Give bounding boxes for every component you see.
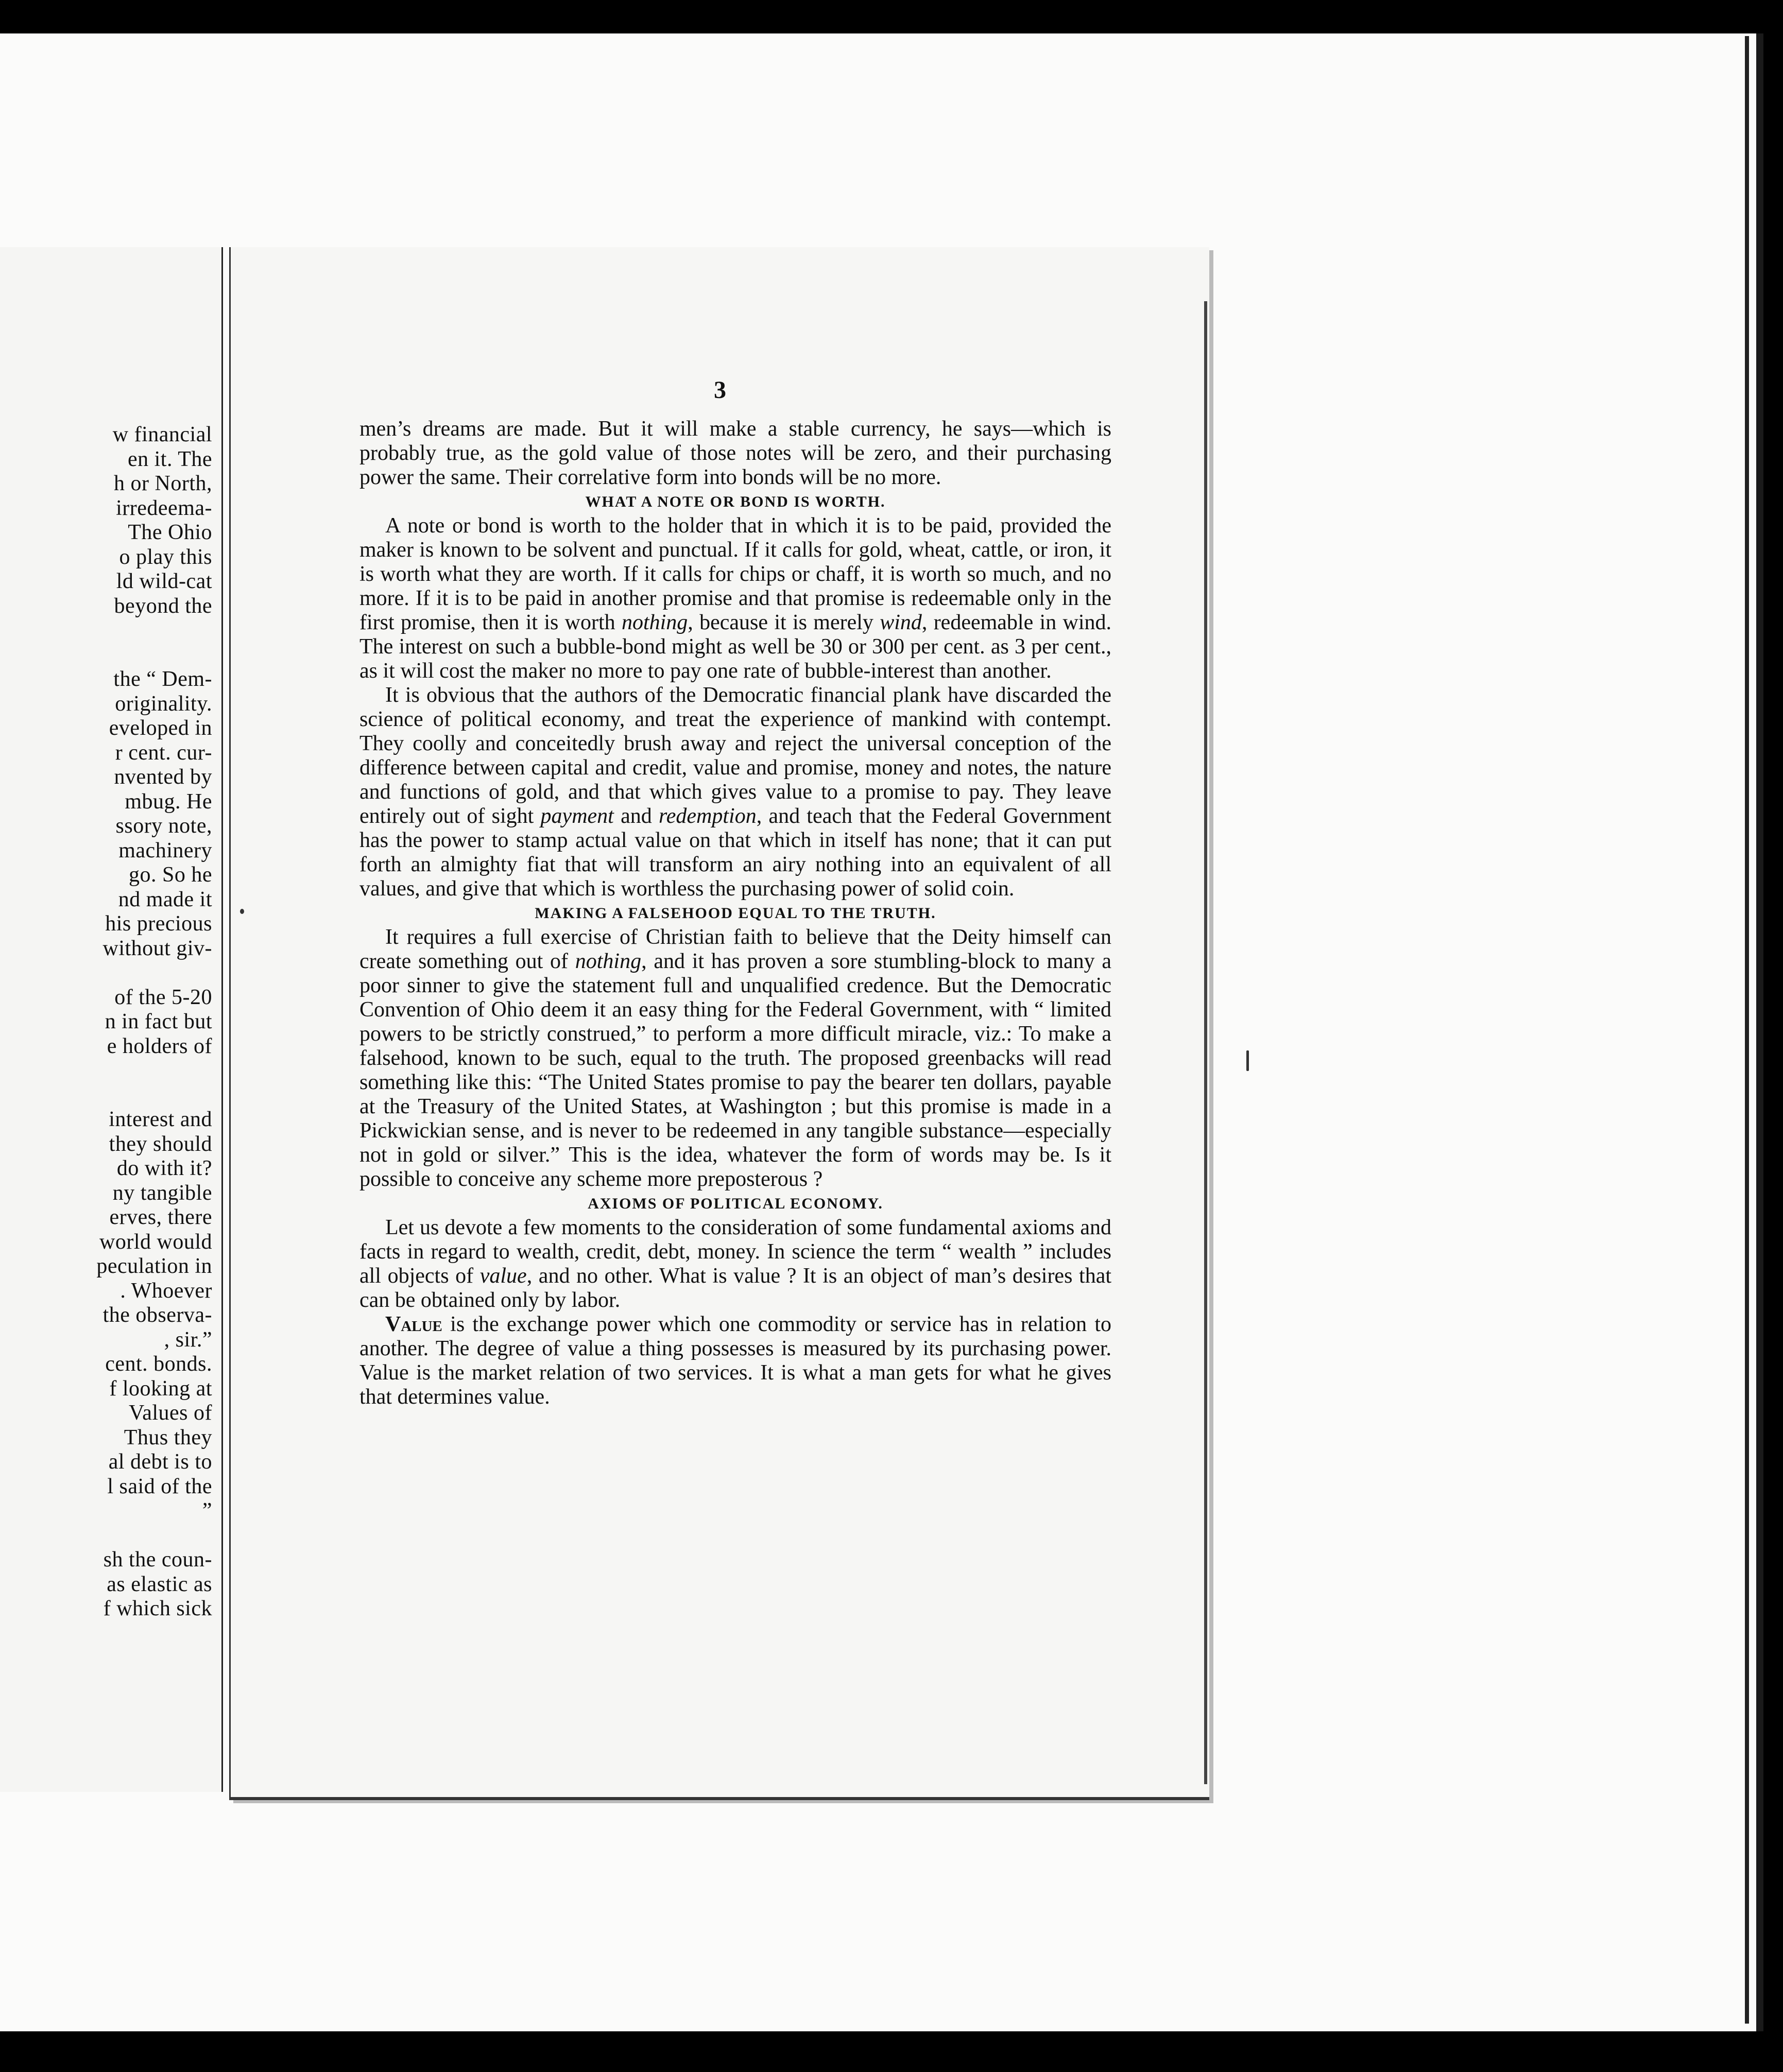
- left-page-line: mbug. He: [125, 789, 212, 814]
- left-page-line: peculation in: [96, 1254, 212, 1278]
- paragraph: [359, 1313, 1111, 1409]
- text-run: is the exchange power which one commodity or service has in relation to another. The degree of value a thing possesses is measured by its purchasing power. Value is the market relation of two services. It is what a man gets for what he gives that determines value.: [359, 1313, 1111, 1409]
- italic-text: nothing: [575, 949, 642, 973]
- left-page-line: beyond the: [114, 594, 212, 618]
- left-page-line: as elastic as: [107, 1572, 212, 1596]
- film-speck: [240, 909, 244, 914]
- left-page-line: without giv-: [102, 936, 212, 960]
- small-caps-text: Value: [385, 1313, 442, 1336]
- left-page-line: Values of: [129, 1401, 212, 1425]
- text-run: Let us devote a few moments to the consideration of some fundamental axioms and facts in regard to wealth, credit, debt, money. In science the term “ wealth ” includes all objects of: [359, 1216, 1111, 1288]
- left-page-line: The Ohio: [128, 521, 212, 544]
- left-page-line: interest and: [109, 1108, 212, 1131]
- film-speck: [1246, 1050, 1249, 1071]
- text-run: It requires a full exercise of Christian faith to believe that the Deity himself can create something out of: [359, 925, 1111, 973]
- paragraph: [359, 514, 1111, 683]
- left-page-line: l said of the: [107, 1474, 212, 1498]
- text-run: and: [613, 804, 659, 828]
- left-page-line: sh the coun-: [103, 1548, 212, 1572]
- left-page-line: his precious: [105, 912, 212, 936]
- paragraph: [359, 683, 1111, 901]
- text-run: , and teach that the Federal Government has the power to stamp actual value on that which in itself has none; that it can put forth an almighty fiat that will transform an airy nothing into an equivalent of all values, and give that which is worthless the purchasing power of solid coin.: [359, 804, 1111, 901]
- text-run: , and no other. What is value ? It is an object of man’s desires that can be obtained only by labor.: [359, 1264, 1111, 1312]
- text-run: , because it is merely: [688, 611, 880, 634]
- left-page-line: f which sick: [103, 1597, 212, 1620]
- page-number: 3: [714, 376, 726, 404]
- italic-text: redemption: [658, 804, 757, 828]
- left-page-line: they should: [109, 1132, 212, 1156]
- left-page-line: eveloped in: [109, 716, 212, 740]
- left-page-line: the “ Dem-: [113, 667, 212, 691]
- film-edge: [1745, 36, 1749, 2024]
- left-page-line: irredeema-: [116, 496, 212, 520]
- page-body: [359, 417, 1111, 1409]
- left-page-line: do with it?: [116, 1156, 212, 1180]
- left-page-line: Thus they: [124, 1425, 212, 1449]
- right-page: [229, 247, 1209, 1800]
- left-page-fragment: [0, 247, 223, 1792]
- left-page-line: of the 5-20: [114, 985, 212, 1009]
- paragraph: [359, 925, 1111, 1192]
- section-heading: WHAT A NOTE OR BOND IS WORTH.: [585, 493, 886, 510]
- text-run: , and it has proven a sore stumbling-block to many a poor sinner to give the statement full and unqualified credence. But the Democratic Convention of Ohio deem it an easy thing for the Federal Government, with “ limited powers to be strictly construed,” to perform a more difficult miracle, viz.: To make a falsehood, known to be such, equal to the truth. The proposed greenbacks will read something like this: “The United States promise to pay the bearer ten dollars, payable at the Treasury of the United States, at Washington ; but this promise is made in a Pickwickian sense, and is never to be redeemed in any tangible substance—especially not in gold or silver.” This is the idea, whatever the form of words may be. Is it possible to conceive any scheme more preposterous ?: [359, 949, 1111, 1191]
- left-page-line: o play this: [119, 545, 212, 569]
- left-page-line: h or North,: [114, 472, 212, 495]
- section-heading: AXIOMS OF POLITICAL ECONOMY.: [588, 1195, 883, 1212]
- text-run: , redeemable in wind. The interest on such a bubble-bond might as well be 30 or 300 per cent. as 3 per cent., as it will cost the maker no more to pay one rate of bubble-interest than another.: [359, 611, 1112, 683]
- left-page-line: w financial: [112, 423, 212, 446]
- left-page-line: machinery: [118, 838, 212, 862]
- left-page-line: al debt is to: [108, 1450, 212, 1474]
- left-page-line: e holders of: [107, 1034, 212, 1058]
- section-heading: MAKING A FALSEHOOD EQUAL TO THE TRUTH.: [535, 905, 936, 922]
- paragraph: [359, 1216, 1111, 1313]
- left-page-line: world would: [99, 1230, 212, 1254]
- left-page-line: go. So he: [129, 863, 212, 887]
- left-page-line: en it. The: [127, 447, 212, 471]
- text-run: A note or bond is worth to the holder that in which it is to be paid, provided the maker is known to be solvent and punctual. If it calls for gold, wheat, cattle, or iron, it is worth what they are worth. If it calls for chips or chaff, it is worth so much, and no more. If it is to be paid in another promise and that promise is redeemable only in the first promise, then it is worth: [359, 514, 1111, 634]
- left-page-line: ny tangible: [112, 1181, 212, 1205]
- left-page-line: ld wild-cat: [116, 569, 212, 593]
- left-page-line: erves, there: [109, 1205, 212, 1229]
- left-page-line: cent. bonds.: [105, 1352, 212, 1376]
- left-page-line: , sir.”: [164, 1327, 212, 1352]
- intro-paragraph: men’s dreams are made. But it will make a stable currency, he says—which is probably true, as the gold value of those notes will be zero, and their purchasing power the same. Their correlative form into bonds will be no more.: [359, 417, 1111, 489]
- left-page-line: the observa-: [102, 1303, 212, 1327]
- left-page-line: f looking at: [109, 1376, 212, 1401]
- left-page-line: n in fact but: [105, 1010, 212, 1033]
- italic-text: wind: [880, 611, 922, 634]
- text-run: It is obvious that the authors of the Democratic financial plank have discarded the science of political economy, and treat the experience of mankind with contempt. They coolly and conceitedly brush away and reject the universal conception of the difference between capital and credit, value and promise, money and notes, the nature and functions of gold, and that which gives value to a promise to pay. They leave entirely out of sight: [359, 683, 1111, 828]
- left-page-line: r cent. cur-: [115, 740, 212, 765]
- left-page-line: ”: [202, 1499, 212, 1523]
- left-page-line: nvented by: [114, 765, 212, 789]
- left-page-line: originality.: [115, 692, 212, 716]
- italic-text: payment: [540, 804, 614, 828]
- page-spine: [1204, 301, 1207, 1784]
- italic-text: value: [479, 1264, 527, 1288]
- left-page-line: . Whoever: [120, 1279, 212, 1303]
- left-page-line: ssory note,: [115, 814, 212, 838]
- italic-text: nothing: [621, 611, 688, 634]
- left-page-line: nd made it: [118, 887, 212, 911]
